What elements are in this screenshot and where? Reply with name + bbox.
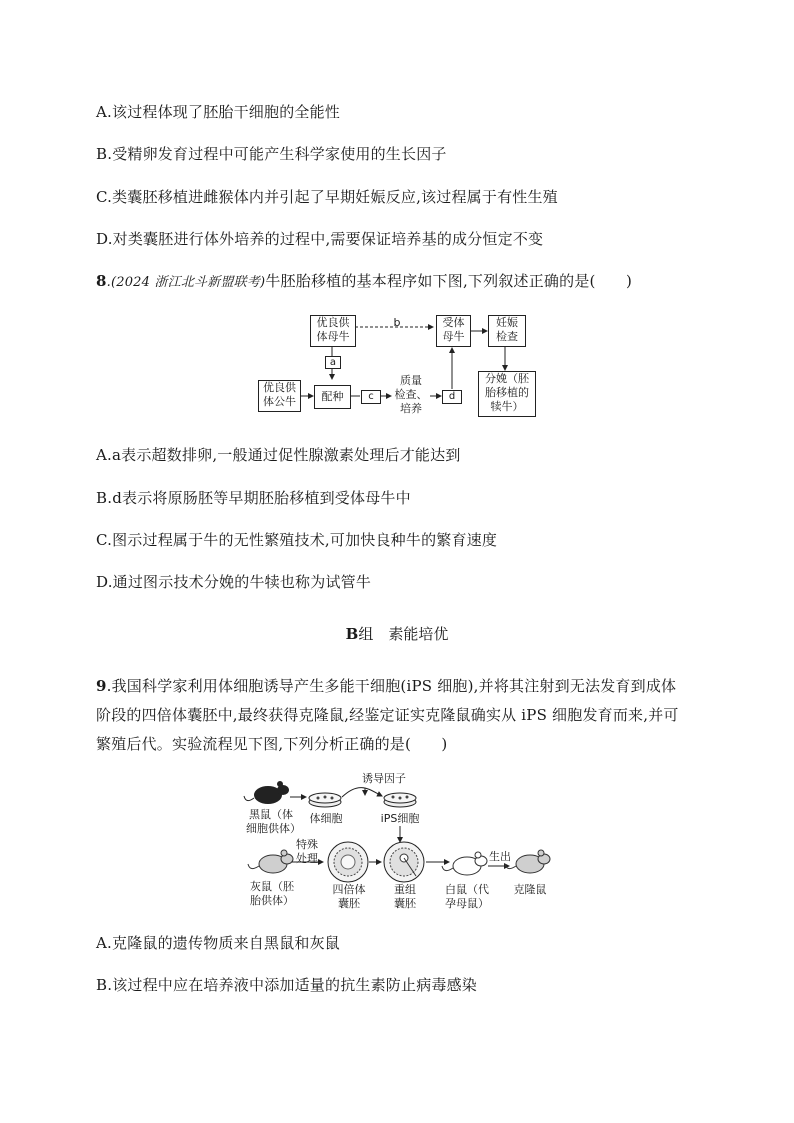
gray-mouse-line1: 灰鼠（胚 [250,880,294,893]
donor-bull-line2: 体公牛 [263,395,296,408]
q7-option-b: B.受精卵发育过程中可能产生科学家使用的生长因子 [96,145,447,163]
black-mouse-icon [244,781,289,804]
recombinant-label [388,883,422,911]
white-mouse-label [440,883,494,911]
induce-factor-label: 诱导因子 [362,772,406,785]
label-d-box: d [442,390,462,404]
white-mouse-line2: 孕母鼠） [445,897,489,910]
black-mouse-line1: 黑鼠（体 [249,808,293,821]
q9-stem-line3: 繁殖后代。实验流程见下图,下列分析正确的是( ) [96,735,448,753]
body-cell-label: 体细胞 [309,812,343,825]
special-treatment-label [295,838,319,866]
q8-option-d: D.通过图示技术分娩的牛犊也称为试管牛 [96,573,372,591]
birth-line2: 胎移植的 [485,386,529,399]
q8-option-b: B.d表示将原肠胚等早期胚胎移植到受体母牛中 [96,489,411,507]
tetraploid-line2: 囊胚 [338,897,360,910]
label-c-box: c [361,390,381,404]
black-mouse-line2: 细胞供体） [246,822,301,835]
gray-mouse-line2: 胎供体） [250,894,294,907]
label-b: b [393,316,401,329]
gray-mouse-icon [248,850,293,873]
ips-cell-label: iPS细胞 [380,812,420,825]
tetraploid-blastocyst-icon [328,842,368,882]
clone-mouse-label: 克隆鼠 [513,883,547,896]
q9-stem-line2: 阶段的四倍体囊胚中,最终获得克隆鼠,经鉴定证实克隆鼠确实从 iPS 细胞发育而来,并可 [96,706,679,724]
q8-number: 8 [96,272,107,290]
pregnancy-line1: 妊娠 [496,316,518,329]
section-b-title: 组 素能培优 [358,625,449,643]
q9-option-b: B.该过程中应在培养液中添加适量的抗生素防止病毒感染 [96,976,477,994]
special-line1: 特殊 [296,838,318,851]
donor-cow-line2: 体母牛 [316,330,350,343]
q9-stem-text1: .我国科学家利用体细胞诱导产生多能干细胞(iPS 细胞),并将其注射到无法发育到成体 [106,677,677,695]
white-mouse-line1: 白鼠（代 [445,883,489,896]
white-mouse-icon [442,852,487,875]
birth-line3: 犊牛） [490,400,524,413]
pregnancy-line2: 检查 [496,330,518,343]
mating-box: 配种 [314,385,351,409]
birth-line1: 分娩（胚 [485,372,529,385]
q9-option-a: A.克隆鼠的遗传物质来自黑鼠和灰鼠 [96,934,341,952]
recombinant-line2: 囊胚 [394,897,416,910]
q8-source: .(2024 浙江北斗新盟联考) [106,275,266,290]
q7-option-a: A.该过程体现了胚胎干细胞的全能性 [96,103,341,121]
recipient-line1: 受体 [442,316,465,329]
tetraploid-label [328,883,370,911]
special-line2: 处理 [296,852,318,865]
quality-line2: 检查、 [394,388,428,401]
quality-line3: 培养 [400,402,422,415]
recipient-line2: 母牛 [442,330,465,343]
donor-cow-line1: 优良供 [316,316,350,329]
black-mouse-label [246,808,301,836]
born-label: 生出 [489,850,511,863]
recombinant-line1: 重组 [394,883,416,896]
section-b-label: B [345,625,359,643]
q8-question: 牛胚胎移植的基本程序如下图,下列叙述正确的是( ) [265,272,633,290]
gray-mouse-label [244,880,300,908]
donor-bull-line1: 优良供 [263,381,296,394]
q9-number: 9 [96,677,107,695]
q7-option-c: C.类囊胚移植进雌猴体内并引起了早期妊娠反应,该过程属于有性生殖 [96,188,558,206]
quality-line1: 质量 [400,374,422,387]
body-cell-dish-icon [309,793,341,807]
ips-cell-dish-icon [384,793,416,807]
q7-option-d: D.对类囊胚进行体外培养的过程中,需要保证培养基的成分恒定不变 [96,230,544,248]
recombinant-blastocyst-icon [384,842,424,882]
tetraploid-line1: 四倍体 [332,883,366,896]
q8-option-c: C.图示过程属于牛的无性繁殖技术,可加快良种牛的繁育速度 [96,531,498,549]
label-a-box: a [325,356,341,369]
q8-option-a: A.a表示超数排卵,一般通过促性腺激素处理后才能达到 [96,446,461,464]
